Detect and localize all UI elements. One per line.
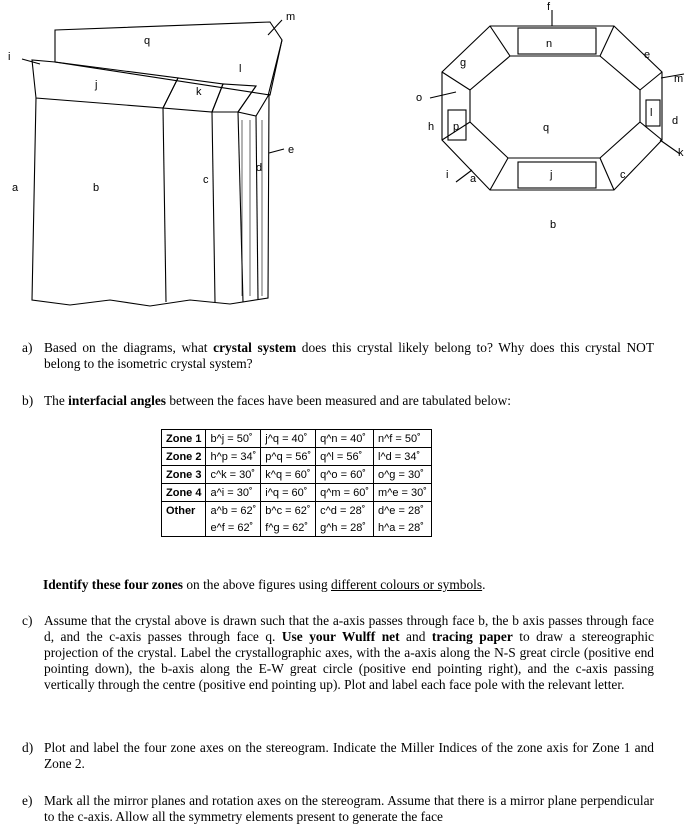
table-row: Zone 2 h^p = 34˚ p^q = 56˚ q^l = 56˚ l^d = 34˚ xyxy=(162,448,432,466)
label-k2: k xyxy=(678,147,684,159)
label-f: f xyxy=(547,1,551,13)
label-l: l xyxy=(239,63,242,75)
label-i2: i xyxy=(446,169,449,181)
label-j2: j xyxy=(550,169,553,181)
table-row: e^f = 62˚ f^g = 62˚ g^h = 28˚ h^a = 28˚ xyxy=(162,519,432,537)
label-p: p xyxy=(453,121,460,133)
question-a: a) Based on the diagrams, what crystal system does this crystal likely belong to? Why does this crystal NOT belong to the isometric crystal system? xyxy=(22,340,654,371)
table-row: Zone 1 b^j = 50˚ j^q = 40˚ q^n = 40˚ n^f = 50˚ xyxy=(162,430,432,448)
label-q2: q xyxy=(543,122,550,134)
label-d2: d xyxy=(672,115,679,127)
label-j: j xyxy=(95,79,98,91)
label-a2: a xyxy=(470,173,477,185)
label-i: i xyxy=(8,51,11,63)
octagon-inner xyxy=(470,56,640,158)
question-b: b) The interfacial angles between the faces have been measured and are tabulated below: xyxy=(22,393,511,408)
bevel-l xyxy=(212,84,256,112)
label-g: g xyxy=(460,57,467,69)
interfacial-angles-table xyxy=(161,429,432,537)
label-h: h xyxy=(428,121,435,133)
label-o: o xyxy=(416,92,423,104)
prism-outline xyxy=(32,94,269,306)
label-l2: l xyxy=(650,107,653,119)
crystal-prism-figure xyxy=(0,0,700,330)
label-m: m xyxy=(286,11,296,23)
label-q: q xyxy=(144,35,151,47)
label-k: k xyxy=(196,86,202,98)
label-a: a xyxy=(12,182,19,194)
label-m2: m xyxy=(674,73,684,85)
label-c2: c xyxy=(620,169,626,181)
question-c: c) Assume that the crystal above is drawn such that the a-axis passes through face b, the b axis passes through face d, and the c-axis passes through face q. Use your Wulff net and tracing paper to draw a stereographic projection of the crystal. Label the crystallographic axes, with the a-axis along the N-S great circle (positive end pointing down), the b-axis along the E-W great circle (positive end pointing right), and the c-axis passing vertically through the centre (positive end pointing up). Plot and label each face pole with the relevant letter. xyxy=(22,613,654,692)
table-row: Other a^b = 62˚ b^c = 62˚ c^d = 28˚ d^e = 28˚ xyxy=(162,502,432,520)
table-row: Zone 4 a^i = 30˚ i^q = 60˚ q^m = 60˚ m^e = 30˚ xyxy=(162,484,432,502)
question-d: d) Plot and label the four zone axes on the stereogram. Indicate the Miller Indices of the zone axis for Zone 1 and Zone 2. xyxy=(22,740,654,771)
label-c: c xyxy=(203,174,209,186)
label-b: b xyxy=(93,182,100,194)
face-q-top xyxy=(55,22,282,95)
identify-zones-instruction: Identify these four zones on the above figures using different colours or symbols. xyxy=(43,577,486,592)
label-e2: e xyxy=(644,49,651,61)
label-n: n xyxy=(546,38,553,50)
bevel-j xyxy=(32,60,178,108)
question-e: e) Mark all the mirror planes and rotation axes on the stereogram. Assume that there is a mirror plane perpendicular to the c-axis. Allow all the symmetry elements present to generate the face xyxy=(22,793,654,824)
label-e: e xyxy=(288,144,295,156)
octagon-outer xyxy=(442,26,662,190)
bevel-m xyxy=(238,40,282,116)
label-d: d xyxy=(256,162,263,174)
label-b2: b xyxy=(550,219,557,231)
table-row: Zone 3 c^k = 30˚ k^q = 60˚ q^o = 60˚ o^g = 30˚ xyxy=(162,466,432,484)
